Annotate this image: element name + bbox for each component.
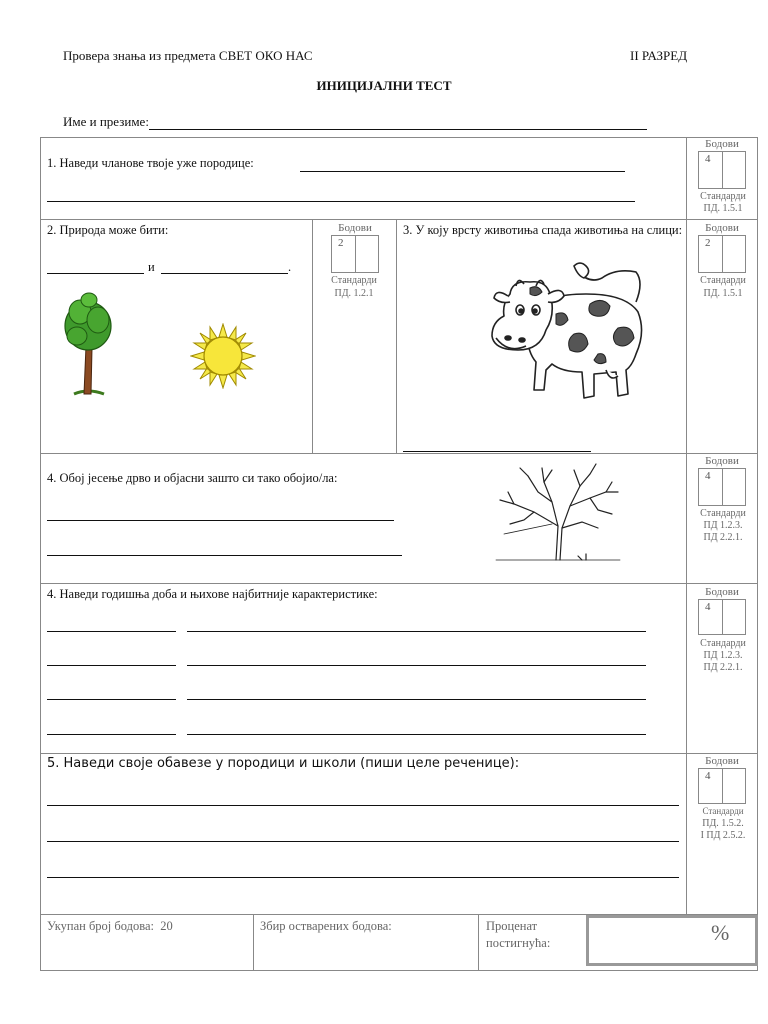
standard-code: ПД. 1.5.2. [702, 818, 744, 829]
points-label: Бодови [705, 586, 739, 598]
points-box[interactable] [698, 151, 746, 189]
test-title: ИНИЦИЈАЛНИ ТЕСТ [316, 78, 452, 93]
total-points-label: Укупан број бодова: [47, 919, 155, 933]
standards-label: Стандарди [700, 275, 746, 286]
total-points-row [47, 918, 173, 935]
question-5-text: 4. Наведи годишња доба и њихове најбитније карактеристике: [47, 587, 378, 601]
points-max: 2 [338, 237, 344, 249]
col-divider [312, 219, 313, 453]
percent-input-box[interactable] [586, 915, 758, 966]
answer-line[interactable] [47, 805, 679, 806]
points-label: Бодови [705, 755, 739, 767]
answer-line[interactable] [187, 699, 646, 700]
standard-code: ПД. 1.5.1 [703, 288, 743, 299]
points-max: 4 [705, 601, 711, 613]
standards-label: Стандарди [700, 638, 746, 649]
bare-tree-image [494, 462, 622, 566]
answer-line[interactable] [47, 520, 394, 521]
tree-image [60, 290, 116, 396]
points-box[interactable] [331, 235, 379, 273]
points-box[interactable] [698, 235, 746, 273]
points-box[interactable] [698, 599, 746, 635]
standard-code: ПД 1.2.3. [703, 650, 743, 661]
answer-line[interactable] [161, 273, 288, 274]
standard-code: I ПД 2.5.2. [700, 830, 746, 841]
answer-line[interactable] [47, 877, 679, 878]
points-column-divider [686, 137, 687, 914]
question-3-text: 3. У коју врсту животиња спада животиња на слици: [403, 223, 683, 237]
points-max: 4 [705, 153, 711, 165]
row-divider [40, 453, 758, 454]
question-1-text: 1. Наведи чланове твоје уже породице: [47, 156, 254, 170]
points-max: 2 [705, 237, 711, 249]
answer-line[interactable] [187, 665, 646, 666]
grade-label: II РАЗРЕД [630, 48, 688, 63]
points-label: Бодови [705, 222, 739, 234]
question-6-text: 5. Наведи своје обавезе у породици и школи (пиши целе реченице): [47, 756, 520, 771]
answer-line[interactable] [187, 734, 646, 735]
standard-code: ПД 1.2.3. [703, 520, 743, 531]
answer-line[interactable] [47, 699, 176, 700]
name-answer-line[interactable] [149, 115, 647, 130]
answer-line[interactable] [47, 631, 176, 632]
answer-line[interactable] [47, 201, 635, 202]
subject-title: Провера знања из предмета СВЕТ ОКО НАС [63, 48, 313, 63]
achieved-points-label: Збир остварених бодова: [260, 919, 392, 933]
points-label: Бодови [338, 222, 372, 234]
points-max: 4 [705, 770, 711, 782]
row-divider [40, 583, 758, 584]
row-divider [40, 753, 758, 754]
percent-sign: % [711, 920, 730, 945]
footer-divider [253, 914, 254, 971]
answer-line[interactable] [47, 841, 679, 842]
col-divider [396, 219, 397, 453]
cow-image [486, 258, 658, 404]
period-mark: . [288, 260, 292, 274]
answer-line[interactable] [187, 631, 646, 632]
answer-line[interactable] [403, 451, 591, 452]
points-box[interactable] [698, 468, 746, 506]
percent-label-line2: постигнућа: [486, 936, 551, 950]
question-4-text: 4. Обој јесење дрво и објасни зашто си тако обојио/ла: [47, 471, 338, 485]
standards-label: Стандарди [700, 191, 746, 202]
points-label: Бодови [705, 138, 739, 150]
total-points-value: 20 [160, 919, 173, 933]
connector-and: и [148, 260, 155, 274]
answer-line[interactable] [47, 273, 144, 274]
standards-label: Стандарди [700, 508, 746, 519]
percent-label-line1: Проценат [486, 919, 538, 933]
standards-label: Стандарди [702, 806, 744, 816]
standards-label: Стандарди [331, 275, 377, 286]
footer-divider [478, 914, 479, 971]
answer-line[interactable] [47, 555, 402, 556]
row-divider [40, 219, 758, 220]
points-label: Бодови [705, 455, 739, 467]
standard-code: ПД 2.2.1. [703, 532, 743, 543]
question-2-text: 2. Природа може бити: [47, 223, 169, 237]
name-label: Име и презиме: [63, 114, 149, 129]
name-row [63, 114, 647, 130]
points-box[interactable] [698, 768, 746, 804]
standard-code: ПД. 1.2.1 [334, 288, 374, 299]
standard-code: ПД 2.2.1. [703, 662, 743, 673]
answer-line[interactable] [47, 665, 176, 666]
answer-line[interactable] [300, 171, 625, 172]
standard-code: ПД. 1.5.1 [703, 203, 743, 214]
points-max: 4 [705, 470, 711, 482]
answer-line[interactable] [47, 734, 176, 735]
sun-image [190, 323, 256, 389]
